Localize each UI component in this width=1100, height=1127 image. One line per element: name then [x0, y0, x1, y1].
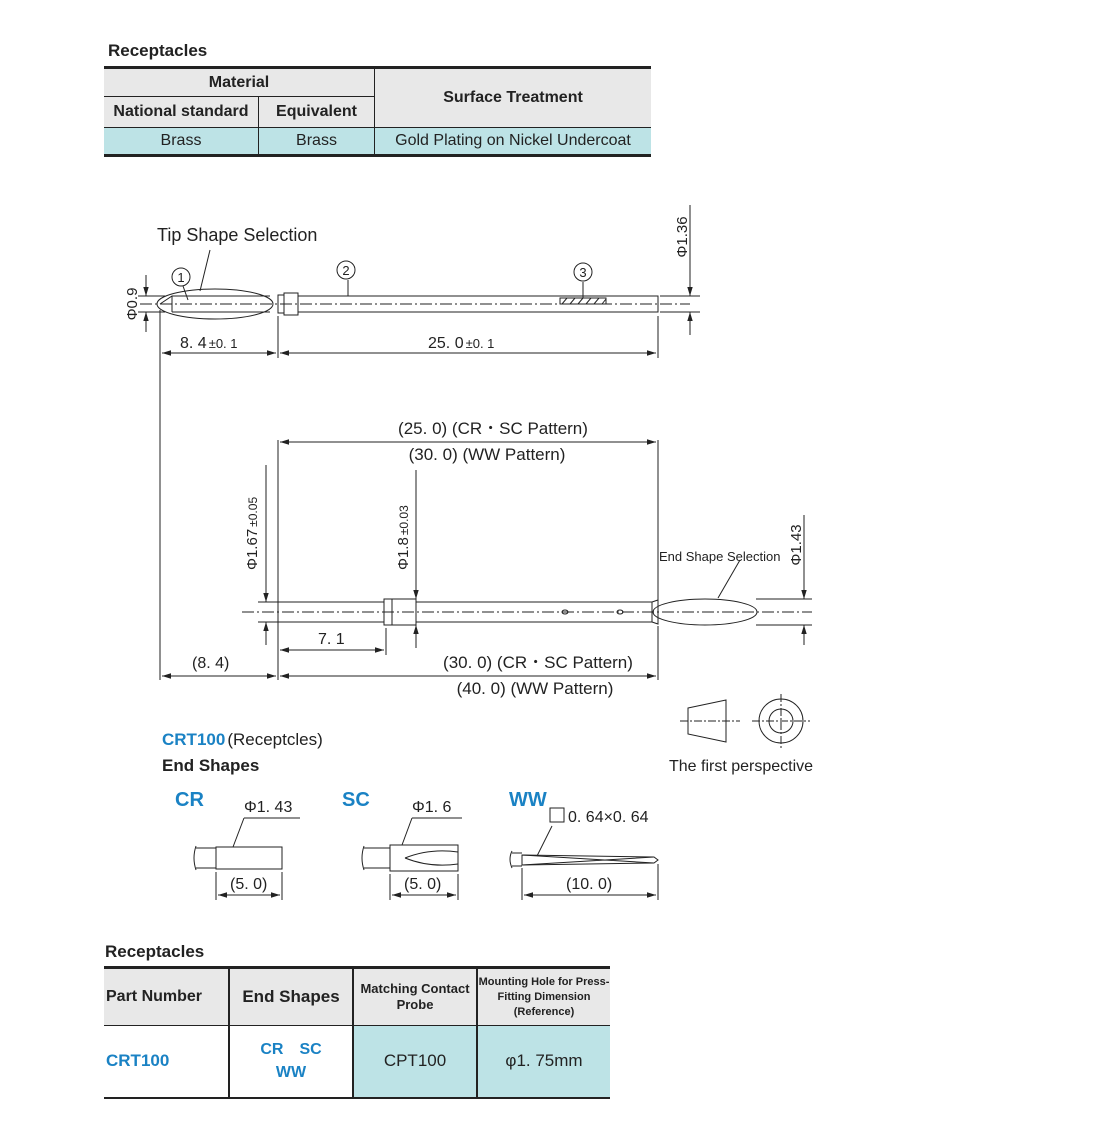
dim-bottom-ww: (40. 0) (WW Pattern) — [456, 679, 614, 698]
dim-84-tol: 8. 4 ±0. 1 — [180, 335, 238, 352]
dim-top-cr-sc: (25. 0) (CR・SC Pattern) — [398, 419, 588, 438]
end-shapes-line1: CR SC — [260, 1041, 322, 1059]
dim-84-ref: (8. 4) — [192, 655, 230, 672]
surface-treatment-header: Surface Treatment — [443, 89, 583, 106]
end-shapes-line2: WW — [275, 1064, 307, 1082]
equivalent-header: Equivalent — [259, 97, 375, 128]
matching-probe-cell: CPT100 — [353, 1026, 477, 1098]
sc-label: SC — [342, 789, 370, 811]
tip-shape-leader — [200, 250, 210, 291]
dia-167-label: Φ1.67±0.05 — [244, 496, 261, 570]
receptacles-table — [104, 966, 610, 1099]
surface-treatment-value: Gold Plating on Nickel Undercoat — [395, 132, 631, 149]
dia-18-label: Φ1.8±0.03 — [395, 505, 412, 570]
equivalent-value: Brass — [259, 128, 375, 156]
cr-length: (5. 0) — [230, 876, 268, 893]
end-shapes-title: End Shapes — [162, 756, 260, 775]
matching-probe-header: Matching Contact Probe — [353, 968, 477, 1026]
national-standard-value: Brass — [104, 128, 259, 156]
ww-size: 0. 64×0. 64 — [568, 809, 649, 826]
end-shapes-cell — [229, 1026, 353, 1098]
end-shapes-header: End Shapes — [229, 968, 353, 1026]
cr-label: CR — [175, 789, 204, 811]
bottom-table-caption: Receptacles — [105, 942, 205, 961]
national-standard-header: National standard — [104, 97, 259, 128]
perspective-label: The first perspective — [669, 758, 814, 775]
dim-71: 7. 1 — [318, 631, 345, 648]
callout-2: 2 — [342, 263, 350, 278]
dia-136-label: Φ1.36 — [674, 216, 691, 258]
mounting-hole-header: Mounting Hole for Press-Fitting Dimension (Reference) — [478, 975, 610, 1018]
sc-dia: Φ1. 6 — [412, 799, 452, 816]
ww-length: (10. 0) — [566, 876, 613, 893]
dia-143-label: Φ1.43 — [788, 524, 805, 566]
callout-1: 1 — [177, 270, 185, 285]
sc-length: (5. 0) — [404, 876, 442, 893]
top-table-caption: Receptacles — [108, 41, 208, 60]
mounting-hole-cell: φ1. 75mm — [477, 1026, 610, 1098]
part-number-cell: CRT100 — [104, 1026, 229, 1098]
tip-shape-label: Tip Shape Selection — [157, 225, 318, 245]
part-number-header: Part Number — [104, 968, 229, 1026]
dim-bottom-cr-sc: (30. 0) (CR・SC Pattern) — [443, 653, 633, 672]
first-angle-symbol — [680, 694, 810, 748]
dia-09-label: Φ0.9 — [124, 287, 141, 321]
end-shape-selection-label: End Shape Selection — [659, 549, 781, 564]
dim-250-tol: 25. 0 ±0. 1 — [428, 335, 495, 352]
callout-3: 3 — [579, 265, 587, 280]
ww-label: WW — [509, 789, 547, 811]
end-shapes-part-line: CRT100 (Receptcles) — [162, 730, 323, 749]
cr-dia: Φ1. 43 — [244, 799, 293, 816]
material-header: Material — [104, 68, 375, 97]
dim-top-ww: (30. 0) (WW Pattern) — [408, 445, 566, 464]
